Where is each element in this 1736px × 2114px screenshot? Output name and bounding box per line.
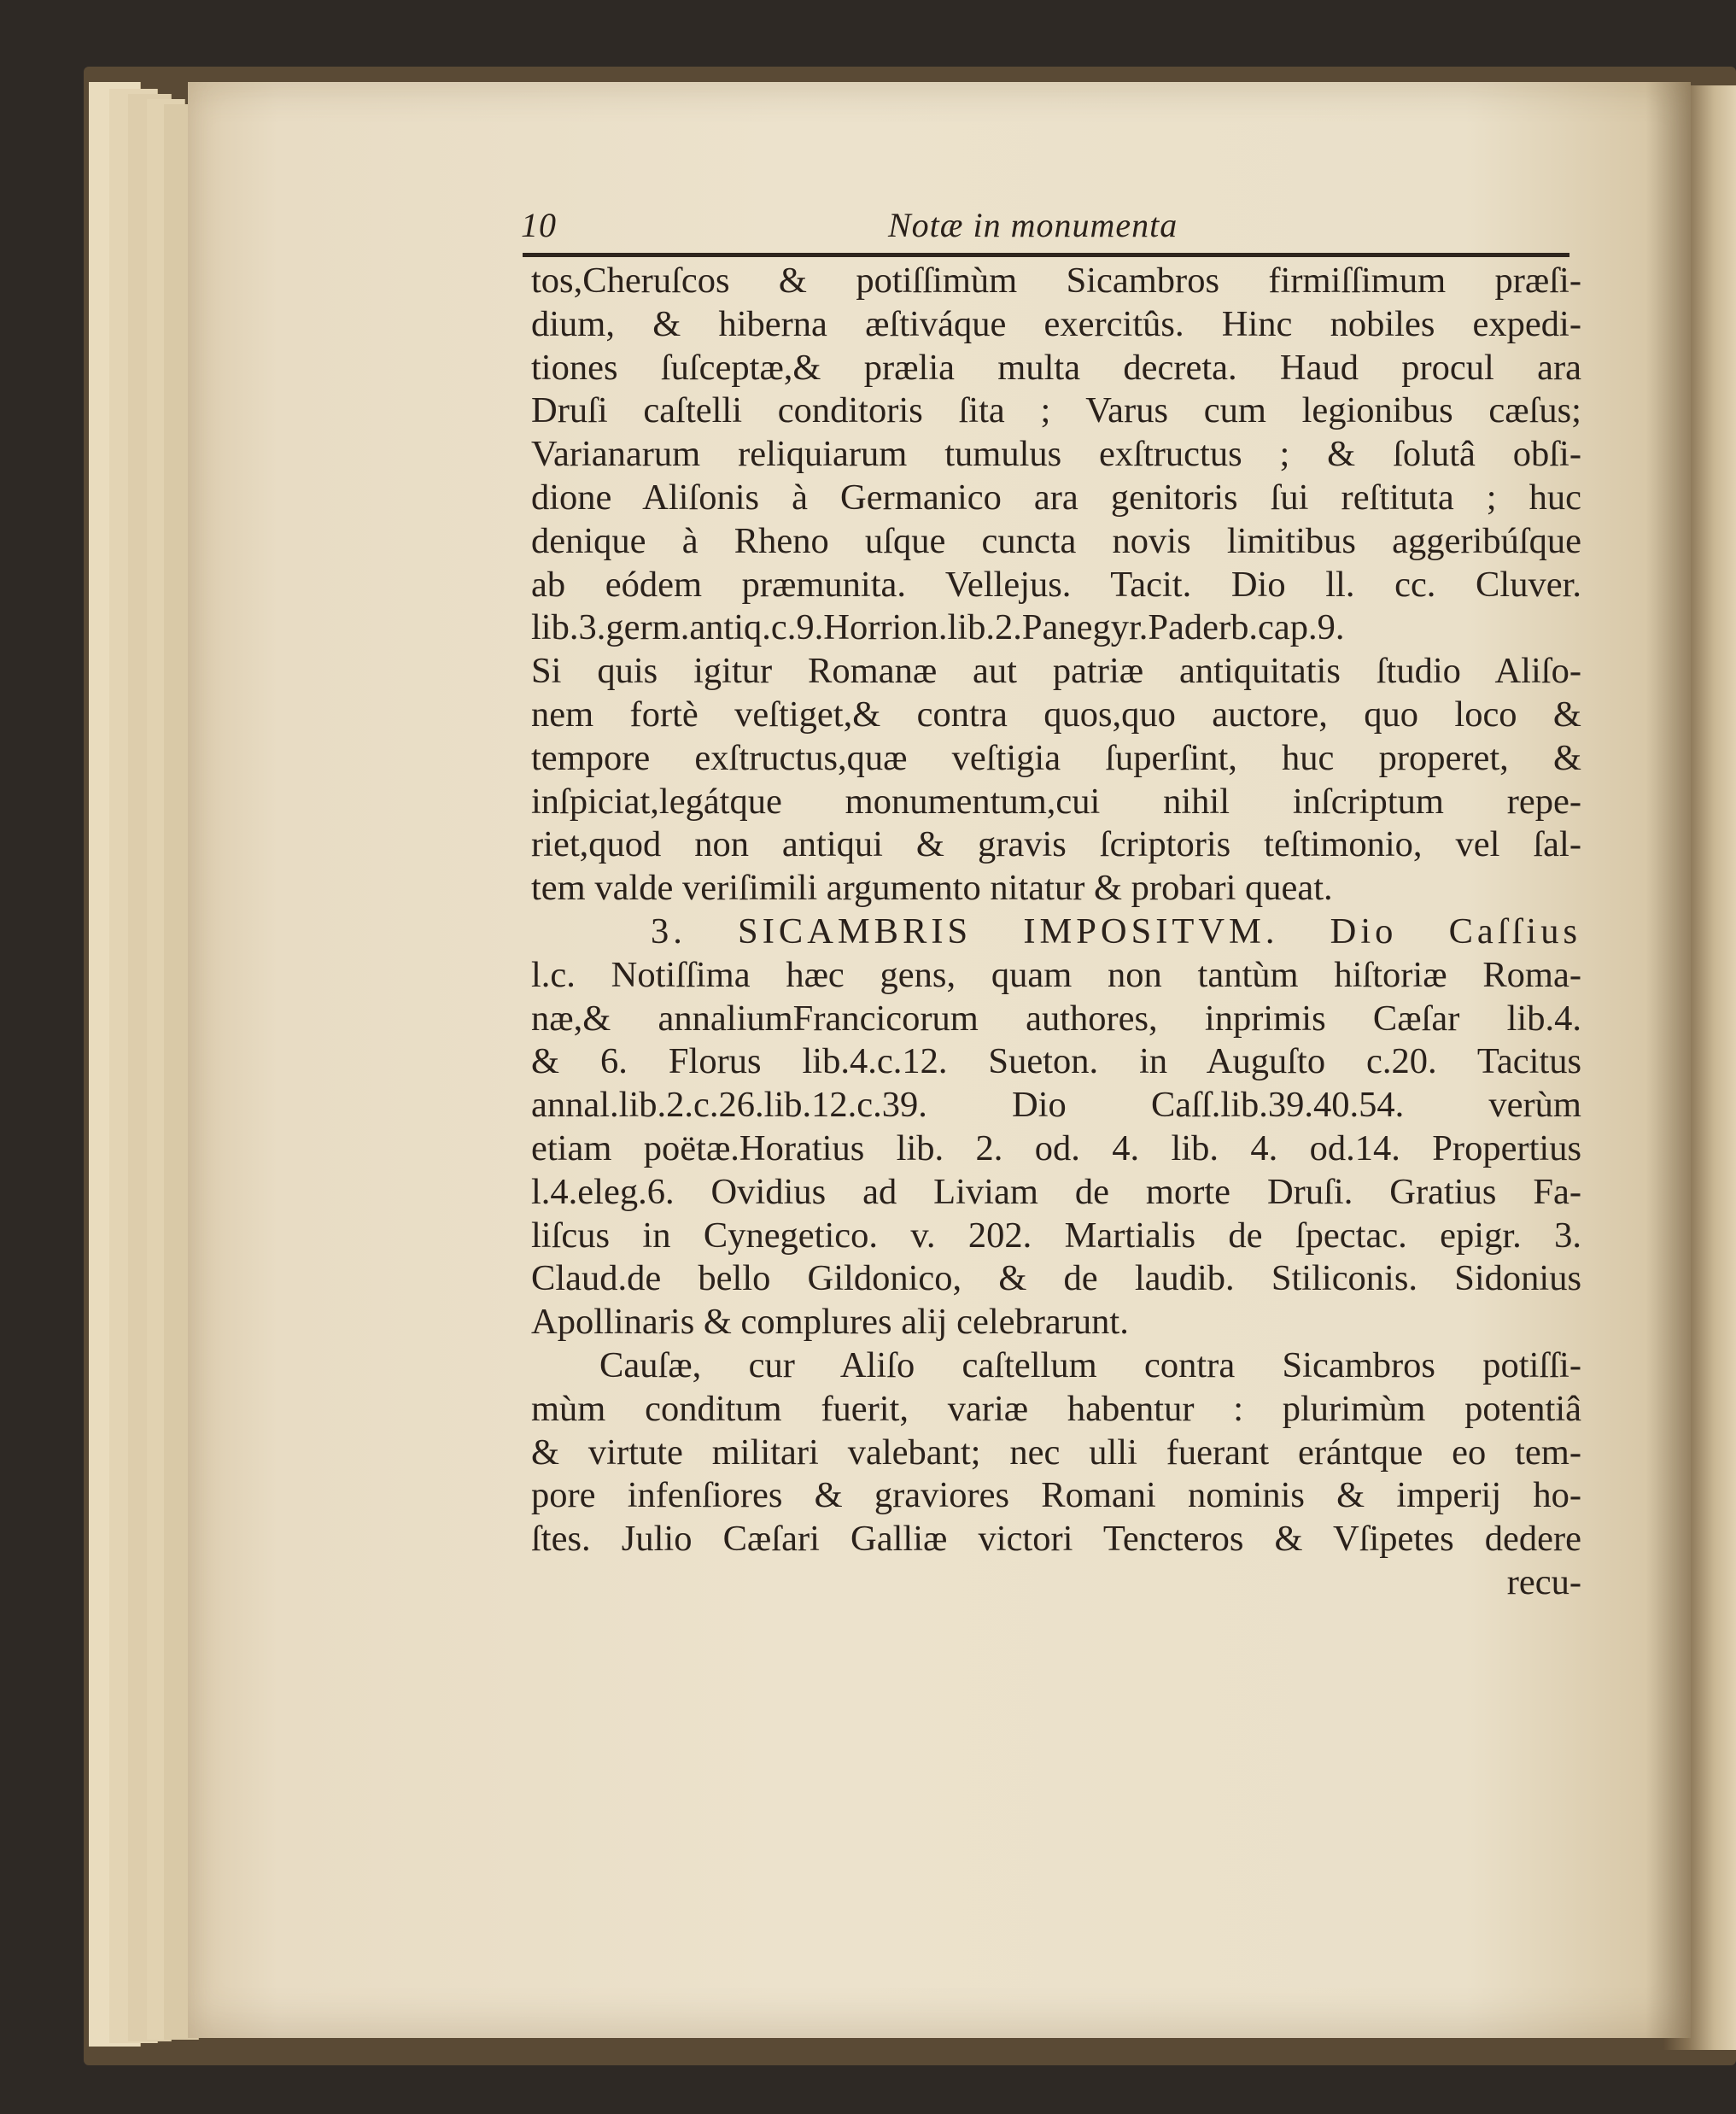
section-heading-line: 3. SICAMBRIS IMPOSITVM. Dio Caſſius (651, 911, 1581, 952)
text-line: riet,quod non antiqui & gravis ſcriptoris teſtimonio, vel ſal- (531, 824, 1581, 865)
header-rule (523, 253, 1569, 257)
text-line: næ,& annaliumFrancicorum authores, inprimis Cæſar lib.4. (531, 998, 1581, 1039)
text-line: dium, & hiberna æſtiváque exercitûs. Hinc nobiles expedi- (531, 303, 1581, 344)
text-line: Claud.de bello Gildonico, & de laudib. Stiliconis. Sidonius (531, 1258, 1581, 1299)
text-line: tem valde veriſimili argumento nitatur & probari queat. (531, 868, 1333, 909)
text-line: Apollinaris & complures alij celebrarunt. (531, 1302, 1129, 1343)
text-line: Varianarum reliquiarum tumulus exſtructus ; & ſolutâ obſi- (531, 434, 1581, 475)
text-line: ſtes. Julio Cæſari Galliæ victori Tencteros & Vſipetes dedere (531, 1519, 1581, 1560)
text-line: liſcus in Cynegetico. v. 202. Martialis de ſpectac. epigr. 3. (531, 1215, 1581, 1256)
text-line: ab eódem præmunita. Vellejus. Tacit. Dio ll. cc. Cluver. (531, 564, 1581, 605)
text-line: lib.3.germ.antiq.c.9.Horrion.lib.2.Panegyr.Paderb.cap.9. (531, 607, 1345, 648)
text-line: nem fortè veſtiget,& contra quos,quo auctore, quo loco & (531, 694, 1581, 735)
text-line: Si quis igitur Romanæ aut patriæ antiquitatis ſtudio Aliſo- (531, 651, 1581, 692)
text-line: denique à Rheno uſque cuncta novis limitibus aggeribúſque (531, 520, 1581, 561)
text-line: Druſi caſtelli conditoris ſita ; Varus cum legionibus cæſus; (531, 390, 1581, 431)
running-head: Notæ in monumenta (888, 206, 1178, 244)
catchword: recu- (1506, 1561, 1581, 1602)
text-line: annal.lib.2.c.26.lib.12.c.39. Dio Caſſ.lib.39.40.54. verùm (531, 1085, 1581, 1126)
text-line: inſpiciat,legátque monumentum,cui nihil inſcriptum repe- (531, 781, 1581, 822)
text-line: tempore exſtructus,quæ veſtigia ſuperſint, huc properet, & (531, 737, 1581, 778)
paragraph-start-line: Cauſæ, cur Aliſo caſtellum contra Sicambros potiſſi- (599, 1344, 1581, 1385)
page-number: 10 (521, 206, 557, 244)
text-line: l.c. Notiſſima hæc gens, quam non tantùm hiſtoriæ Roma- (531, 954, 1581, 995)
text-line: & 6. Florus lib.4.c.12. Sueton. in Auguſto c.20. Tacitus (531, 1041, 1581, 1082)
body-text (531, 260, 1581, 1605)
text-line: pore infenſiores & graviores Romani nominis & imperij ho- (531, 1475, 1581, 1516)
text-line: & virtute militari valebant; nec ulli fuerant erántque eo tem- (531, 1432, 1581, 1473)
text-line: dione Aliſonis à Germanico ara genitoris ſui reſtituta ; huc (531, 477, 1581, 518)
text-line: tos,Cheruſcos & potiſſimùm Sicambros firmiſſimum præſi- (531, 261, 1581, 301)
text-line: l.4.eleg.6. Ovidius ad Liviam de morte Druſi. Gratius Fa- (531, 1171, 1581, 1212)
text-line: tiones ſuſceptæ,& prælia multa decreta. Haud procul ara (531, 347, 1581, 388)
text-line: etiam poëtæ.Horatius lib. 2. od. 4. lib. 4. od.14. Propertius (531, 1127, 1581, 1168)
text-line: mùm conditum fuerit, variæ habentur : plurimùm potentiâ (531, 1388, 1581, 1429)
